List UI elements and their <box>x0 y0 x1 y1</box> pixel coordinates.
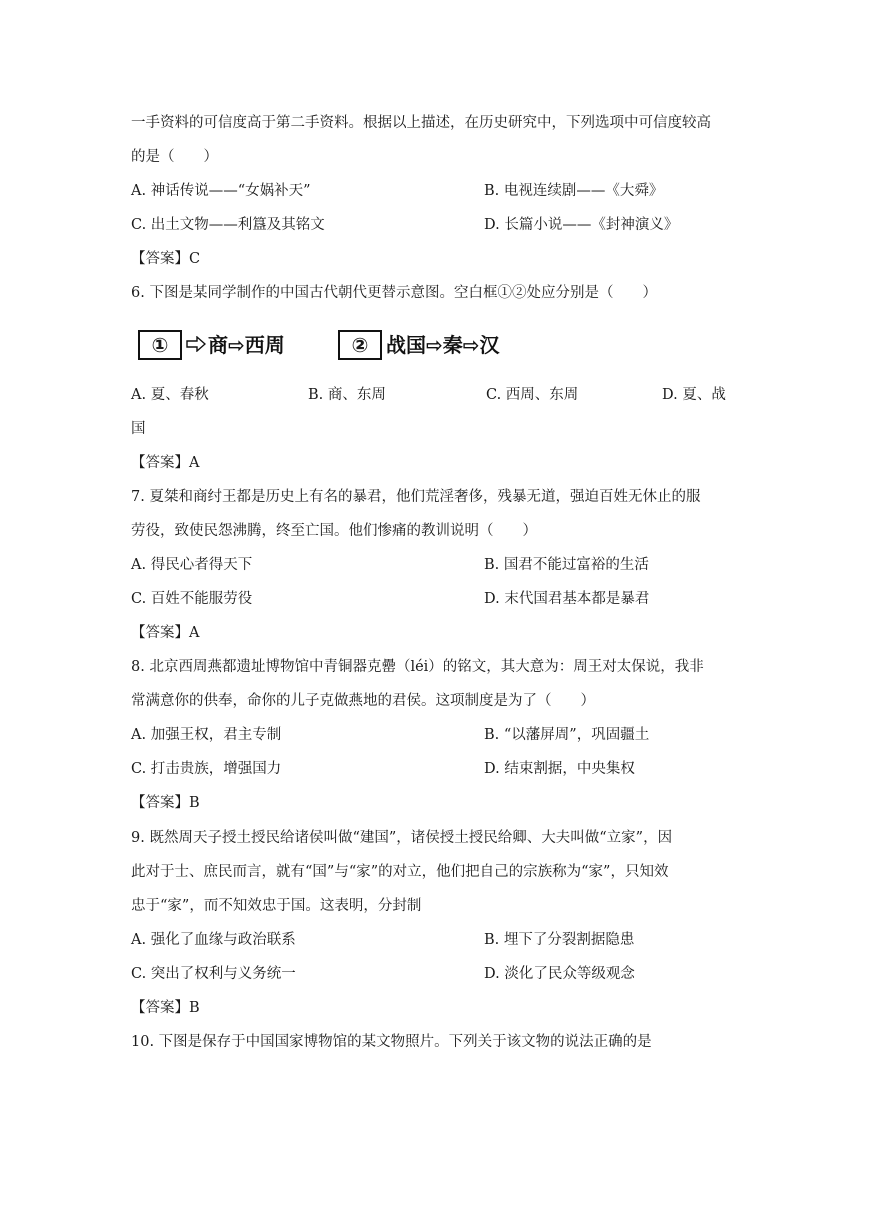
q8-option-a: A. 加强王权，君主专制 <box>131 727 282 743</box>
shang-xizhou-text: 商⇨西周 <box>208 333 285 357</box>
q10-stem: 10. 下图是保存于中国国家博物馆的某文物照片。下列关于该文物的说法正确的是 <box>131 1034 652 1050</box>
q9-option-d: D. 淡化了民众等级观念 <box>484 966 635 982</box>
q5-option-b: B. 电视连续剧——《大舜》 <box>484 183 664 199</box>
q8-option-b: B. “以藩屏周”，巩固疆土 <box>484 727 650 743</box>
q5-stem-line-1: 一手资料的可信度高于第二手资料。根据以上描述，在历史研究中，下列选项中可信度较高 <box>131 115 711 131</box>
q7-option-d: D. 末代国君基本都是暴君 <box>484 591 650 607</box>
q6-option-c: C. 西周、东周 <box>486 387 579 403</box>
q5-answer: 【答案】C <box>131 251 201 267</box>
q9-answer: 【答案】B <box>131 1000 200 1016</box>
q5-stem-line-2: 的是（ ） <box>131 149 218 165</box>
q6-option-d: D. 夏、战 <box>662 387 726 403</box>
q5-option-a: A. 神话传说——“女娲补天” <box>131 183 311 199</box>
q8-answer: 【答案】B <box>131 795 200 811</box>
q6-option-a: A. 夏、春秋 <box>131 387 209 403</box>
dynasty-sequence-diagram <box>138 328 578 366</box>
q9-stem-line-3: 忠于“家”，而不知效忠于国。这表明，分封制 <box>131 898 422 914</box>
q7-answer: 【答案】A <box>131 625 200 641</box>
zhanguo-qin-han-text: 战国⇨秦⇨汉 <box>386 333 500 357</box>
blank-box-2: ② <box>338 330 382 360</box>
q6-option-d-wrap: 国 <box>131 421 146 437</box>
q9-option-c: C. 突出了权利与义务统一 <box>131 966 296 982</box>
q7-option-b: B. 国君不能过富裕的生活 <box>484 557 649 573</box>
q7-stem-line-2: 劳役，致使民怨沸腾，终至亡国。他们惨痛的教训说明（ ） <box>131 523 537 539</box>
q6-stem: 6. 下图是某同学制作的中国古代朝代更替示意图。空白框①②处应分别是（ ） <box>131 285 657 301</box>
q8-stem-line-2: 常满意你的供奉，命你的儿子克做燕地的君侯。这项制度是为了（ ） <box>131 693 595 709</box>
q9-stem-line-1: 9. 既然周天子授土授民给诸侯叫做“建国”，诸侯授土授民给卿、大夫叫做“立家”，因 <box>131 830 673 846</box>
arrow-icon <box>186 336 206 352</box>
q6-answer: 【答案】A <box>131 455 200 471</box>
q8-stem-line-1: 8. 北京西周燕都遗址博物馆中青铜器克罍（léi）的铭文，其大意为：周王对太保说，我非 <box>131 659 704 675</box>
q9-stem-line-2: 此对于士、庶民而言，就有“国”与“家”的对立，他们把自己的宗族称为“家”，只知效 <box>131 864 669 880</box>
q8-option-d: D. 结束割据，中央集权 <box>484 761 635 777</box>
q9-option-b: B. 埋下了分裂割据隐患 <box>484 932 635 948</box>
q7-stem-line-1: 7. 夏桀和商纣王都是历史上有名的暴君，他们荒淫奢侈，残暴无道，强迫百姓无休止的服 <box>131 489 701 505</box>
q9-option-a: A. 强化了血缘与政治联系 <box>131 932 296 948</box>
q7-option-c: C. 百姓不能服劳役 <box>131 591 253 607</box>
q8-option-c: C. 打击贵族，增强国力 <box>131 761 282 777</box>
q7-option-a: A. 得民心者得天下 <box>131 557 253 573</box>
q6-option-b: B. 商、东周 <box>308 387 386 403</box>
blank-box-1: ① <box>138 330 182 360</box>
q5-option-d: D. 长篇小说——《封神演义》 <box>484 217 679 233</box>
q5-option-c: C. 出土文物——利簋及其铭文 <box>131 217 325 233</box>
